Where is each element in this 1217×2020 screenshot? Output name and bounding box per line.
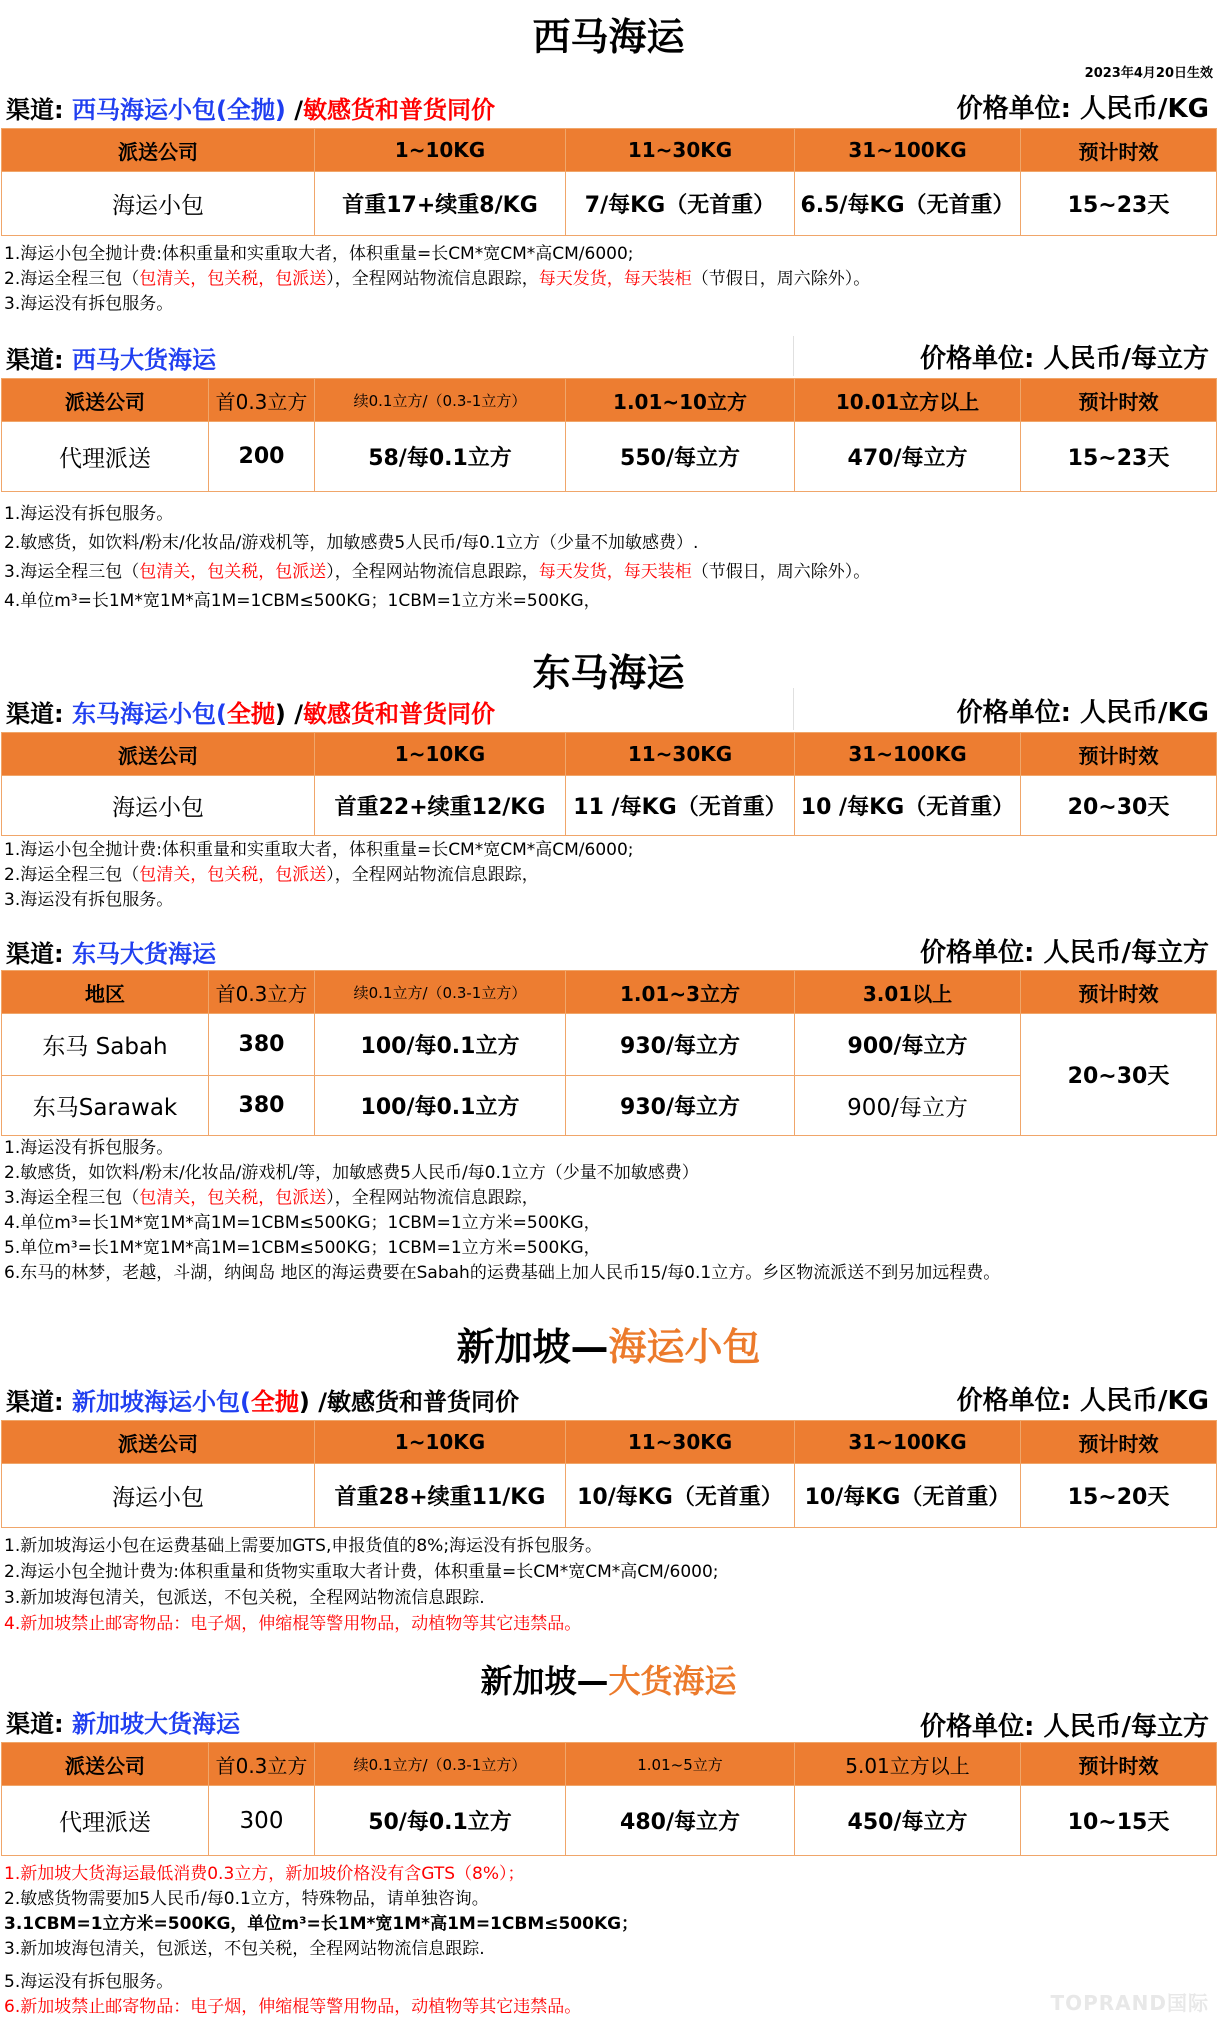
note-text: ），全程网站物流信息跟踪，: [326, 865, 539, 885]
note-line: 1.海运小包全抛计费:体积重量和实重取大者，体积重量=长CM*宽CM*高CM/6000;: [4, 244, 634, 264]
header-cell: 31~100KG: [795, 129, 1021, 172]
note-line: 1.新加坡海运小包在运费基础上需要加GTS,申报货值的8%;海运没有拆包服务。: [4, 1536, 603, 1556]
table-row: [2, 422, 1217, 492]
channel-close: ): [298, 1388, 310, 1416]
table-cell: 100/每0.1立方: [315, 1076, 566, 1136]
note-spacer: [4, 1962, 638, 1970]
table-cell: 900/每立方: [795, 1014, 1021, 1076]
channel-prefix: 渠道:: [6, 96, 72, 124]
table-cell: 380: [209, 1076, 315, 1136]
channel-slash: /: [285, 700, 304, 728]
note-highlight: 包清关，包关税，包派送: [139, 562, 327, 582]
channel-heading-west-parcel: [6, 90, 495, 125]
channel-name: 东马海运小包(: [71, 700, 227, 728]
channel-prefix: 渠道:: [6, 1710, 72, 1738]
header-cell: 11~30KG: [566, 129, 795, 172]
header-cell: 1~10KG: [315, 733, 566, 776]
note-line: 4.新加坡禁止邮寄物品：电子烟，伸缩棍等警用物品，动植物等其它违禁品。: [4, 1614, 582, 1634]
note-line: 6.新加坡禁止邮寄物品：电子烟，伸缩棍等警用物品，动植物等其它违禁品。: [4, 1997, 582, 2017]
header-cell: 1.01~10立方: [566, 379, 795, 422]
table-header-row: [2, 379, 1217, 422]
channel-note: 敏感货和普货同价: [303, 700, 496, 728]
price-unit-kg: 价格单位: 人民币/KG: [956, 698, 1209, 728]
table-cell: 930/每立方: [566, 1076, 795, 1136]
header-cell: 预计时效: [1021, 379, 1217, 422]
channel-prefix: 渠道:: [6, 940, 72, 968]
divider: [793, 688, 794, 730]
price-unit-kg: 价格单位: 人民币/KG: [956, 94, 1209, 124]
table-header-row: [2, 971, 1217, 1014]
price-table-west-parcel: [1, 128, 1217, 236]
note-line: 2.敏感货物需要加5人民币/每0.1立方，特殊物品，请单独咨询。: [4, 1889, 489, 1909]
title-text: 新加坡—: [480, 1662, 609, 1700]
table-cell: 450/每立方: [795, 1786, 1021, 1856]
header-cell: 预计时效: [1021, 1743, 1217, 1786]
table-row: [2, 1014, 1217, 1076]
header-cell: 5.01立方以上: [795, 1743, 1021, 1786]
note-line: 3.1CBM=1立方米=500KG，单位m³=长1M*宽1M*高1M=1CBM≤500KG；: [4, 1914, 639, 1934]
table-cell: 首重28+续重11/KG: [315, 1464, 566, 1528]
note-text: （节假日，周六除外）。: [691, 562, 871, 582]
channel-heading-sg-bulk: [6, 1704, 240, 1739]
header-cell: 续0.1立方/（0.3-1立方）: [315, 379, 566, 422]
table-header-row: [2, 1743, 1217, 1786]
header-cell: 首0.3立方: [209, 971, 315, 1014]
table-cell: 15~23天: [1021, 172, 1217, 236]
header-cell: 派送公司: [2, 129, 315, 172]
table-cell: 10 /每KG（无首重）: [795, 776, 1021, 836]
table-row: [2, 172, 1217, 236]
channel-prefix: 渠道:: [6, 700, 72, 728]
note-line: 1.海运小包全抛计费:体积重量和实重取大者，体积重量=长CM*宽CM*高CM/6000;: [4, 840, 634, 860]
header-cell: 1.01~3立方: [566, 971, 795, 1014]
note-line: 3.海运没有拆包服务。: [4, 294, 174, 314]
note-text: 2.海运全程三包（: [4, 865, 140, 885]
watermark-logo: TOPRAND国际: [1050, 1991, 1209, 2015]
note-text: 2.海运全程三包（: [4, 269, 140, 289]
table-cell: 代理派送: [2, 1786, 209, 1856]
note-line: 5.海运没有拆包服务。: [4, 1972, 174, 1992]
header-cell: 续0.1立方/（0.3-1立方）: [315, 1743, 566, 1786]
header-cell: 地区: [2, 971, 209, 1014]
channel-heading-sg-parcel: [6, 1382, 519, 1417]
header-cell: 10.01立方以上: [795, 379, 1021, 422]
header-cell: 预计时效: [1021, 129, 1217, 172]
header-cell: 派送公司: [2, 733, 315, 776]
channel-heading-west-bulk: [6, 340, 216, 375]
channel-name: 东马大货海运: [71, 940, 216, 968]
header-cell: 1~10KG: [315, 129, 566, 172]
title-highlight: 海运小包: [608, 1325, 761, 1369]
notes-sg-parcel: [4, 1534, 719, 1638]
notes-west-bulk: [4, 502, 870, 618]
channel-heading-east-parcel: [6, 694, 495, 729]
table-cell: 海运小包: [2, 776, 315, 836]
table-cell: 首重22+续重12/KG: [315, 776, 566, 836]
table-header-row: [2, 1421, 1217, 1464]
note-text: （节假日，周六除外）。: [691, 269, 871, 289]
header-cell: 派送公司: [2, 379, 209, 422]
effective-date: 2023年4月20日生效: [1084, 66, 1213, 81]
channel-full: 全抛: [226, 700, 275, 728]
channel-prefix: 渠道:: [6, 346, 72, 374]
note-text: ），全程网站物流信息跟踪，: [326, 1188, 539, 1208]
channel-note: 敏感货和普货同价: [303, 96, 496, 124]
table-cell: 15~23天: [1021, 422, 1217, 492]
table-cell: 470/每立方: [795, 422, 1021, 492]
header-cell: 预计时效: [1021, 971, 1217, 1014]
table-cell: 58/每0.1立方: [315, 422, 566, 492]
table-cell: 300: [209, 1786, 315, 1856]
channel-name: 新加坡海运小包(: [71, 1388, 251, 1416]
price-table-sg-bulk: [1, 1742, 1217, 1856]
price-unit-cbm: 价格单位: 人民币/每立方: [920, 344, 1209, 374]
header-cell: 31~100KG: [795, 1421, 1021, 1464]
notes-west-parcel: [4, 242, 870, 317]
note-text: ），全程网站物流信息跟踪，: [326, 562, 539, 582]
table-cell: 200: [209, 422, 315, 492]
table-cell: 7/每KG（无首重）: [566, 172, 795, 236]
header-cell: 首0.3立方: [209, 379, 315, 422]
divider: [793, 336, 794, 376]
note-highlight: 每天发货，每天装柜: [538, 562, 692, 582]
price-unit-cbm: 价格单位: 人民币/每立方: [920, 1712, 1209, 1742]
note-text: ），全程网站物流信息跟踪，: [326, 269, 539, 289]
table-cell: 东马 Sabah: [2, 1014, 209, 1076]
channel-prefix: 渠道:: [6, 1388, 72, 1416]
section-title-east-malaysia: 东马海运: [532, 651, 685, 695]
section-title-singapore-parcel: [0, 1316, 1217, 1371]
table-cell: 海运小包: [2, 1464, 315, 1528]
table-cell: 6.5/每KG（无首重）: [795, 172, 1021, 236]
price-unit-cbm: 价格单位: 人民币/每立方: [920, 938, 1209, 968]
note-line: 1.海运没有拆包服务。: [4, 1138, 174, 1158]
note-line: 1.新加坡大货海运最低消费0.3立方，新加坡价格没有含GTS（8%）；: [4, 1864, 525, 1884]
section-title-singapore-bulk: [0, 1656, 1217, 1702]
table-cell: 900/每立方: [795, 1076, 1021, 1136]
note-highlight: 每天发货，每天装柜: [538, 269, 692, 289]
notes-east-parcel: [4, 838, 634, 913]
note-line: [4, 267, 870, 292]
notes-east-bulk: [4, 1136, 1000, 1286]
title-text: 新加坡—: [456, 1325, 609, 1369]
table-row: [2, 776, 1217, 836]
price-table-west-bulk: [1, 378, 1217, 492]
note-line: 2.敏感货，如饮料/粉末/化妆品/游戏机/等，加敏感费5人民币/每0.1立方（少量不加敏感费）: [4, 1163, 699, 1183]
note-line: 6.东马的林梦，老越，斗湖，纳闽岛 地区的海运费要在Sabah的运费基础上加人民币15/每0.1立方。乡区物流派送不到另加远程费。: [4, 1263, 1001, 1283]
note-line: 3.新加坡海包清关，包派送，不包关税，全程网站物流信息跟踪.: [4, 1939, 485, 1959]
header-cell: 续0.1立方/（0.3-1立方）: [315, 971, 566, 1014]
table-cell: 首重17+续重8/KG: [315, 172, 566, 236]
table-cell: 100/每0.1立方: [315, 1014, 566, 1076]
header-cell: 31~100KG: [795, 733, 1021, 776]
note-line: [4, 1186, 1000, 1211]
table-cell: 海运小包: [2, 172, 315, 236]
table-cell: 930/每立方: [566, 1014, 795, 1076]
header-cell: 1~10KG: [315, 1421, 566, 1464]
note-highlight: 包清关，包关税，包派送: [139, 1188, 327, 1208]
title-highlight: 大货海运: [608, 1662, 737, 1700]
table-cell: 东马Sarawak: [2, 1076, 209, 1136]
note-line: 1.海运没有拆包服务。: [4, 504, 174, 524]
channel-full: 全抛: [250, 1388, 299, 1416]
channel-slash: /: [285, 96, 304, 124]
table-cell: 550/每立方: [566, 422, 795, 492]
notes-sg-bulk: [4, 1862, 638, 2020]
note-line: [4, 560, 870, 589]
header-cell: 预计时效: [1021, 733, 1217, 776]
table-header-row: [2, 733, 1217, 776]
channel-name: 西马海运小包(全抛): [71, 96, 286, 124]
note-line: [4, 863, 634, 888]
section-title-west-malaysia: 西马海运: [532, 15, 685, 59]
channel-close: ): [274, 700, 286, 728]
table-cell: 10/每KG（无首重）: [566, 1464, 795, 1528]
header-cell: 11~30KG: [566, 1421, 795, 1464]
price-unit-kg: 价格单位: 人民币/KG: [956, 1386, 1209, 1416]
price-table-sg-parcel: [1, 1420, 1217, 1528]
channel-note: /敏感货和普货同价: [309, 1388, 520, 1416]
table-row: [2, 1786, 1217, 1856]
header-cell: 预计时效: [1021, 1421, 1217, 1464]
header-cell: 派送公司: [2, 1743, 209, 1786]
table-cell: 11 /每KG（无首重）: [566, 776, 795, 836]
table-cell: 15~20天: [1021, 1464, 1217, 1528]
note-line: 3.新加坡海包清关，包派送，不包关税，全程网站物流信息跟踪.: [4, 1588, 485, 1608]
header-cell: 11~30KG: [566, 733, 795, 776]
header-cell: 1.01~5立方: [566, 1743, 795, 1786]
note-highlight: 包清关，包关税，包派送: [139, 865, 327, 885]
table-cell: 480/每立方: [566, 1786, 795, 1856]
table-cell: 代理派送: [2, 422, 209, 492]
price-table-east-bulk: [1, 970, 1217, 1136]
note-text: 3.海运全程三包（: [4, 562, 140, 582]
table-cell: 20~30天: [1021, 1014, 1217, 1136]
note-highlight: 包清关，包关税，包派送: [139, 269, 327, 289]
note-line: 5.单位m³=长1M*宽1M*高1M=1CBM≤500KG；1CBM=1立方米=500KG，: [4, 1238, 601, 1258]
note-line: 2.敏感货，如饮料/粉末/化妆品/游戏机等，加敏感费5人民币/每0.1立方（少量不加敏感费）.: [4, 533, 699, 553]
table-header-row: [2, 129, 1217, 172]
channel-heading-east-bulk: [6, 934, 216, 969]
note-line: 2.海运小包全抛计费为:体积重量和货物实重取大者计费，体积重量=长CM*宽CM*高CM/6000;: [4, 1562, 719, 1582]
table-cell: 20~30天: [1021, 776, 1217, 836]
table-row: [2, 1464, 1217, 1528]
table-cell: 10/每KG（无首重）: [795, 1464, 1021, 1528]
header-cell: 派送公司: [2, 1421, 315, 1464]
note-line: 3.海运没有拆包服务。: [4, 890, 174, 910]
price-table-east-parcel: [1, 732, 1217, 836]
table-cell: 50/每0.1立方: [315, 1786, 566, 1856]
channel-name: 新加坡大货海运: [71, 1710, 240, 1738]
note-text: 3.海运全程三包（: [4, 1188, 140, 1208]
header-cell: 首0.3立方: [209, 1743, 315, 1786]
table-cell: 10~15天: [1021, 1786, 1217, 1856]
note-line: 4.单位m³=长1M*宽1M*高1M=1CBM≤500KG；1CBM=1立方米=500KG，: [4, 1213, 601, 1233]
channel-name: 西马大货海运: [71, 346, 216, 374]
header-cell: 3.01以上: [795, 971, 1021, 1014]
table-cell: 380: [209, 1014, 315, 1076]
note-line: 4.单位m³=长1M*宽1M*高1M=1CBM≤500KG；1CBM=1立方米=500KG，: [4, 591, 601, 611]
